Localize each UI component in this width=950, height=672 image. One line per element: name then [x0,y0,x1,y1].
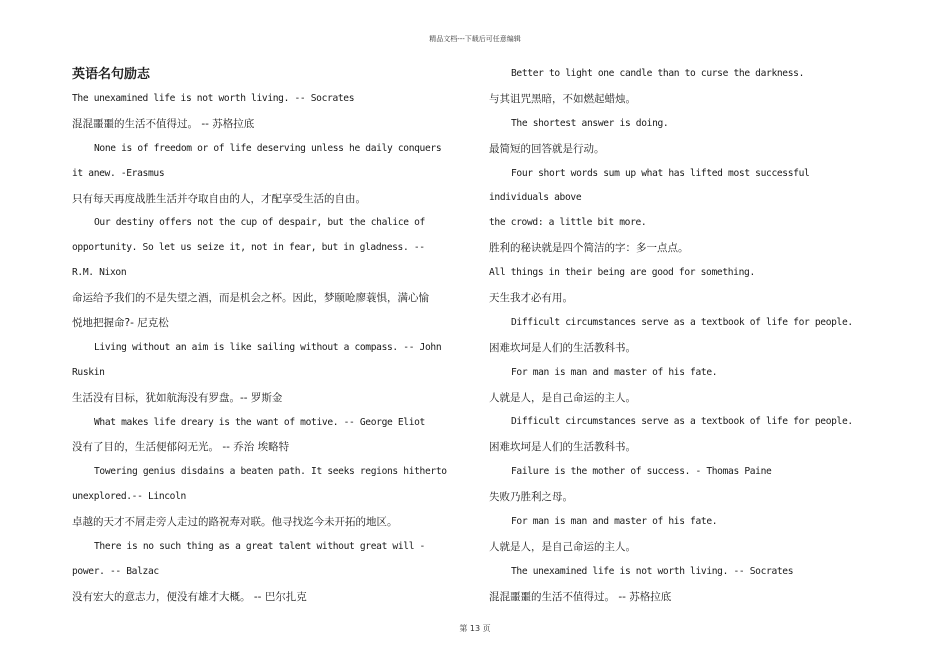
page-number-suffix: 页 [482,624,491,633]
english-text-line: All things in their being are good for something. [489,267,755,279]
english-text-line: Four short words sum up what has lifted most successful [511,167,810,179]
english-text-line: What makes life dreary is the want of motive. -- George Eliot [94,416,425,428]
chinese-text-line: 生活没有目标，犹如航海没有罗盘。-- 罗斯金 [72,391,283,404]
right-text-lines [489,62,874,610]
english-text-line: The unexamined life is not worth living. -- Socrates [511,565,794,577]
english-text-line: it anew. -Erasmus [72,167,165,179]
english-text-line: individuals above [489,192,582,204]
chinese-text-line: 没有宏大的意志力，便没有雄才大概。 -- 巴尔扎克 [72,590,307,603]
english-text-line: None is of freedom or of life deserving unless he daily conquers [94,142,442,154]
english-text-line: the crowd: a little bit more. [489,217,647,229]
page-number-prefix: 第 [459,624,468,633]
left-column [72,62,464,610]
english-text-line: power. -- Balzac [72,565,159,577]
document-title: 英语名句励志 [72,67,151,82]
page-header: 精品文档---下载后可任意编辑 [429,35,521,43]
page-footer [0,623,950,634]
chinese-text-line: 胜利的秘诀就是四个简洁的字：多一点点。 [489,242,689,255]
chinese-text-line: 与其诅咒黑暗，不如燃起蜡烛。 [489,92,636,105]
english-text-line: Difficult circumstances serve as a textbook of life for people. [511,416,853,428]
english-text-line: R.M. Nixon [72,267,127,279]
english-text-line: Ruskin [72,366,105,378]
chinese-text-line: 困难坎坷是人们的生活教科书。 [489,341,636,354]
page-number: 13 [469,624,481,633]
chinese-text-line: 混混噩噩的生活不值得过。 -- 苏格拉底 [72,117,255,130]
english-text-line: Better to light one candle than to curse the darkness. [511,68,805,79]
english-text-line: The unexamined life is not worth living. -- Socrates [72,93,355,104]
left-text-lines [72,87,464,610]
chinese-text-line: 混混噩噩的生活不值得过。 -- 苏格拉底 [489,590,672,603]
chinese-text-line: 只有每天再度战胜生活并夺取自由的人，才配享受生活的自由。 [72,192,366,205]
english-text-line: For man is man and master of his fate. [511,366,718,378]
english-text-line: opportunity. So let us seize it, not in fear, but in gladness. -- [72,242,425,254]
english-text-line: Failure is the mother of success. - Thomas Paine [511,466,772,478]
chinese-text-line: 卓越的天才不屑走旁人走过的路祝寿对联。他寻找迄今未开拓的地区。 [72,516,398,529]
chinese-text-line: 失败乃胜利之母。 [489,491,573,504]
english-text-line: For man is man and master of his fate. [511,516,718,528]
english-text-line: Our destiny offers not the cup of despair, but the chalice of [94,217,425,229]
english-text-line: Difficult circumstances serve as a textbook of life for people. [511,316,853,328]
english-text-line: The shortest answer is doing. [511,117,669,129]
chinese-text-line: 命运给予我们的不是失望之酒，而是机会之杯。因此，梦颐呛廖蓑惧，满心愉 [72,292,429,305]
right-column [489,62,874,610]
chinese-text-line: 人就是人，是自己命运的主人。 [489,391,636,404]
chinese-text-line: 没有了目的，生活便郁闷无光。 -- 乔治 埃略特 [72,441,290,454]
english-text-line: There is no such thing as a great talent without great will - [94,541,425,553]
english-text-line: Living without an aim is like sailing without a compass. -- John [94,341,442,353]
chinese-text-line: 悦地把握命?- 尼克松 [72,317,169,330]
chinese-text-line: 最简短的回答就是行动。 [489,142,605,155]
chinese-text-line: 天生我才必有用。 [489,292,573,305]
english-text-line: Towering genius disdains a beaten path. It seeks regions hitherto [94,466,447,478]
chinese-text-line: 人就是人，是自己命运的主人。 [489,540,636,553]
chinese-text-line: 困难坎坷是人们的生活教科书。 [489,441,636,454]
english-text-line: unexplored.-- Lincoln [72,491,186,503]
